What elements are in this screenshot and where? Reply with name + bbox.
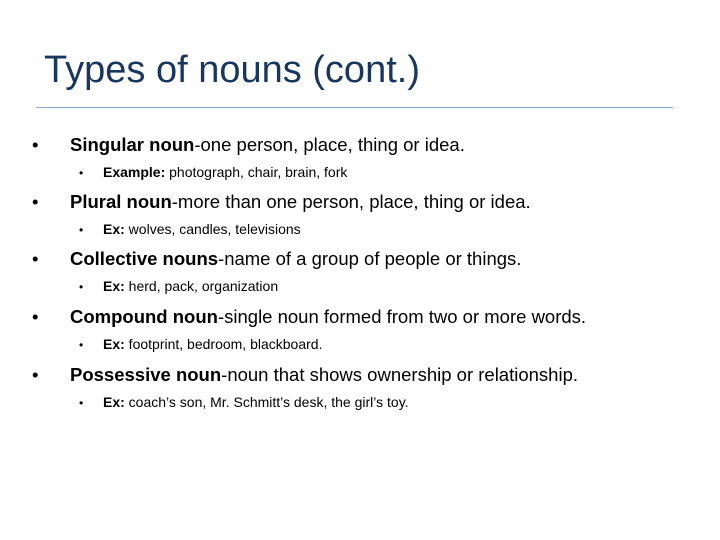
example-singular bbox=[79, 163, 347, 182]
list-item-singular bbox=[32, 134, 465, 156]
term-plural: Plural noun bbox=[70, 191, 172, 212]
sub-bullet-icon: • bbox=[79, 223, 84, 237]
example-text: coach’s son, Mr. Schmitt’s desk, the girl’s toy. bbox=[124, 394, 409, 410]
definition-singular: -one person, place, thing or idea. bbox=[194, 134, 465, 155]
bullet-icon: • bbox=[32, 191, 39, 212]
title-divider bbox=[36, 107, 673, 108]
definition-possessive: -noun that shows ownership or relationship. bbox=[221, 364, 578, 385]
example-label: Ex: bbox=[103, 336, 125, 352]
example-label: Ex: bbox=[103, 221, 125, 237]
example-label: Ex: bbox=[103, 394, 125, 410]
bullet-icon: • bbox=[32, 248, 39, 269]
term-compound: Compound noun bbox=[70, 306, 218, 327]
definition-plural: -more than one person, place, thing or idea. bbox=[171, 191, 531, 212]
example-text: wolves, candles, televisions bbox=[124, 221, 301, 237]
bullet-icon: • bbox=[32, 364, 39, 385]
example-plural bbox=[79, 220, 301, 239]
term-possessive: Possessive noun bbox=[70, 364, 222, 385]
sub-bullet-icon: • bbox=[79, 338, 84, 352]
list-item-compound bbox=[32, 306, 586, 328]
list-item-plural bbox=[32, 191, 531, 213]
example-collective bbox=[79, 277, 278, 296]
example-label: Ex: bbox=[103, 278, 125, 294]
sub-bullet-icon: • bbox=[79, 396, 84, 410]
example-label: Example: bbox=[103, 164, 166, 180]
example-text: photograph, chair, brain, fork bbox=[165, 164, 348, 180]
example-compound bbox=[79, 335, 322, 354]
term-collective: Collective nouns bbox=[70, 248, 219, 269]
bullet-icon: • bbox=[32, 306, 39, 327]
definition-compound: -single noun formed from two or more words. bbox=[217, 306, 587, 327]
slide-title: Types of nouns (cont.) bbox=[44, 49, 420, 91]
list-item-possessive bbox=[32, 364, 578, 386]
definition-collective: -name of a group of people or things. bbox=[218, 248, 522, 269]
example-text: herd, pack, organization bbox=[124, 278, 279, 294]
list-item-collective bbox=[32, 248, 521, 270]
sub-bullet-icon: • bbox=[79, 280, 84, 294]
example-possessive bbox=[79, 393, 409, 412]
bullet-icon: • bbox=[32, 134, 39, 155]
example-text: footprint, bedroom, blackboard. bbox=[124, 336, 323, 352]
term-singular: Singular noun bbox=[70, 134, 195, 155]
sub-bullet-icon: • bbox=[79, 166, 84, 180]
